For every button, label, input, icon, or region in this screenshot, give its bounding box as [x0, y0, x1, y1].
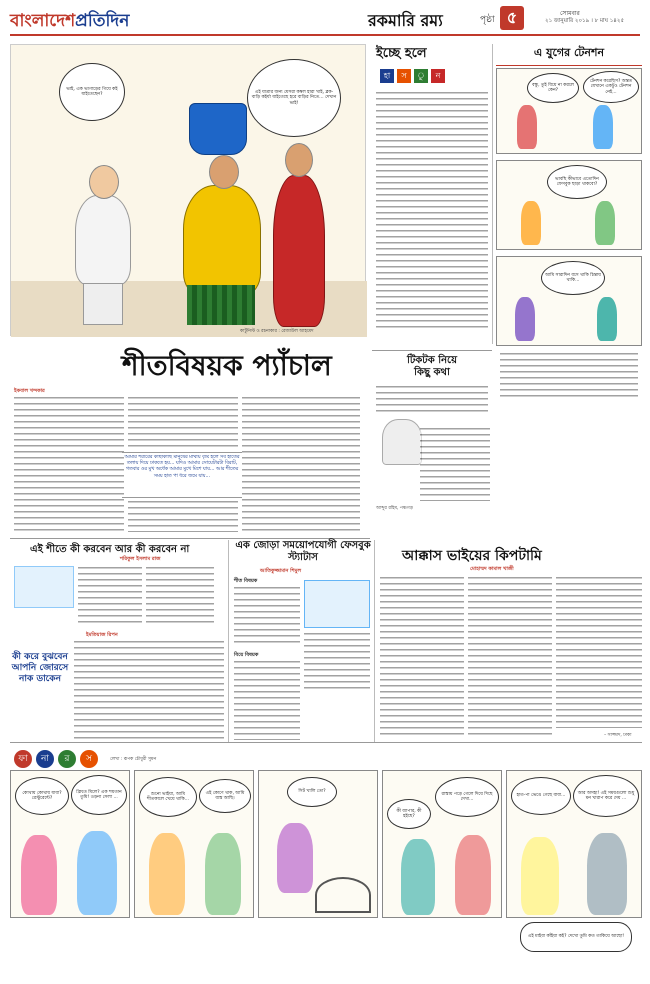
ichche-letter-1: হা [380, 69, 394, 83]
fanaros-panel-1 [10, 770, 130, 918]
tension-panel-1 [496, 68, 642, 154]
figure-woman-right-head [285, 143, 313, 177]
pull-quote-text: আমার শরীরের কাছাকাছি মানুষের মাথায় বৃষ্টি হলে সব হাতের তলায় দিয়ে ঢাকতে হয়... যদিও আমার সোয়েটারটা বিরাট, গতবার ওর মুখ অর্ধেক আমার মুখে মিশে যায়... আর শীতের সময় হাত পা ধরে জমে যায়... [124, 455, 240, 479]
fanaros-bubble-3: শুনো ভাইয়া, আমি শীতকালে খেয়ে থাকি... [139, 777, 197, 817]
nak-body [74, 640, 224, 740]
winter-list-col2 [146, 566, 214, 626]
fanaros-panel-2 [134, 770, 254, 918]
fanaros-panel-5 [506, 770, 642, 918]
tension-figure-1a [517, 105, 537, 149]
facebook-status-2-title: বিয়ে বিষয়ক [234, 652, 259, 658]
fanaros-bubble-2: ফ্রিতে মিলে? এক শয়তান তুমি! ওড়না সেলা ... [71, 775, 127, 815]
tiktok-byline: আব্দুর রহিম, পঞ্চগড় [376, 506, 413, 511]
akkas-signoff: – সাজ্জাদ, ঢাকা [604, 733, 632, 738]
tension-bubble-4: আমি সারাদিন বসে থাকি চিন্তায় থাকি... [541, 261, 605, 295]
bicycle-icon [315, 877, 371, 913]
fanaros-title [14, 750, 98, 768]
fanaros-letter-3: র [58, 750, 76, 768]
winter-left-illustration [14, 566, 74, 608]
tiktok-body-top [376, 385, 488, 415]
main-article-headline: শীতবিষয়ক প্যাঁচাল [122, 349, 332, 382]
paper-name[interactable] [10, 8, 129, 36]
fanaros-bubble-1: কোথায় কোথায় যাবা? রেস্টুরেন্টে? [15, 777, 69, 815]
column-divider-2 [228, 540, 229, 742]
fanaros-panel-3 [258, 770, 378, 918]
main-article-body-col2 [128, 396, 238, 448]
figure-man-left [75, 195, 131, 285]
facebook-status-1-cont [304, 632, 370, 692]
fanaros-bubble-8: হাত-পা ভেঙে গেছে বাবা... [511, 777, 571, 815]
ichche-section [372, 44, 490, 344]
fanaros-letter-1: ফা [14, 750, 32, 768]
fanaros-figure-2a [149, 833, 185, 915]
fanaros-figure-2b [205, 833, 241, 915]
ichche-jokes-body [376, 91, 488, 331]
issue-date: ২১ জানুয়ারি ২০১৯ । ৮ মাঘ ১৪২৫ [545, 18, 625, 24]
tension-panel-2 [496, 160, 642, 250]
page-number-badge [500, 6, 524, 30]
akkas-byline: মোহাম্মদ কামাল খাজী [470, 566, 514, 572]
ichche-letter-4: ন [431, 69, 445, 83]
main-article-byline: ইকবাল খন্দকার [14, 388, 45, 394]
winter-list-col1 [78, 566, 142, 626]
figure-man-left-legs [83, 283, 123, 325]
fanaros-figure-1b [77, 831, 117, 915]
tension-figure-3b [597, 297, 617, 341]
section-title: রকমারি রম্য [368, 11, 443, 30]
fanaros-letter-4: স [80, 750, 98, 768]
facebook-status-1-body [234, 586, 300, 646]
figure-man-middle-lungi [187, 285, 255, 325]
fanaros-bubble-5: সিট খালি তো? [287, 777, 337, 807]
tension-figure-1b [593, 105, 613, 149]
issue-day: সোমবার [560, 10, 580, 17]
figure-man-middle-head [209, 155, 239, 189]
tension-footer-text [500, 352, 638, 400]
ichche-letter-3: ু [414, 69, 428, 83]
tiktok-title-b: কিছু কথা [414, 367, 450, 378]
tension-figure-2a [521, 201, 541, 245]
ichche-title-b: হলে [404, 46, 427, 61]
ichche-title [376, 44, 490, 65]
fanaros-panel-4 [382, 770, 502, 918]
facebook-illustration [304, 580, 370, 628]
section-rule-mid [10, 538, 370, 539]
main-article-body-col1 [14, 396, 124, 532]
tension-bubble-3: ভাবছি কীভাবে এতোদিন ফেসবুক ছাড়া থাকবো? [547, 165, 607, 199]
facebook-status-1-title: শীত বিষয়ক [234, 578, 258, 584]
fanaros-figure-3a [277, 823, 313, 893]
fanaros-bubble-9: আর অসহ্য! এই সময়গুলো শুধু মন খারাপ করে দেয় ... [573, 775, 639, 817]
bucket-icon [189, 103, 247, 155]
figure-man-middle [183, 185, 261, 295]
akkas-title: আক্কাস ভাইয়ের কিপটামি [402, 548, 542, 564]
paper-name-part-a: বাংলাদেশ [10, 11, 76, 31]
fanaros-credit: লেখা : রূপক চৌধুরী সুমন [110, 757, 157, 762]
tiktok-title [372, 355, 492, 379]
speech-bubble-right: এই যাত্রার জন্য যেসরা কম্বল হারা খাই, ব্লক-বাড়ি কইর্যা যাইতেছে হরে বাড়ির নিতে… দেখান ভাই! [247, 59, 341, 137]
facebook-title: এক জোড়া সময়োপযোগী ফেসবুক স্ট্যাটাস [235, 540, 371, 563]
tension-panel-3 [496, 256, 642, 346]
winter-sub-byline: ইমতিয়াজ রিপন [86, 632, 118, 638]
page-number: ৫ [506, 8, 518, 27]
ichche-title-a: ইচ্ছে [376, 46, 401, 61]
column-divider-3 [374, 540, 375, 742]
tension-figure-3a [515, 297, 535, 341]
main-article-pull-quote [122, 452, 242, 498]
tiktok-illustration [382, 419, 422, 465]
fanaros-figure-5a [521, 837, 559, 915]
winter-title: এই শীতে কী করবেন আর কী করবেন না [30, 544, 190, 555]
facebook-status-2-body [234, 660, 300, 740]
fanaros-bubble-10: এই মাইবা কাঁইয়া কই? দেখো তুমি কত তাকিয়ে আছো! [520, 922, 632, 952]
cartoon-credit: কার্টুনিস্ট ও রচনাকার : রেজাউল আহমেদ [240, 329, 314, 334]
tension-bubble-2: টেনশন করেছিস? অন্তত যেখানে একটুও টেনশন নেই... [583, 71, 639, 103]
page-label: পৃষ্ঠা [480, 15, 495, 25]
tension-figure-2b [595, 201, 615, 245]
fanaros-bubble-7: কী ব্যাপার, কী হইছে? [387, 799, 431, 829]
nak-side-title: কী করে বুঝবেন আপনি জোরসে নাক ডাকেন [11, 652, 69, 684]
tiktok-section [372, 350, 492, 516]
main-article-body-col3 [242, 396, 360, 532]
masthead-rule [10, 34, 640, 36]
ichche-letter-2: স [397, 69, 411, 83]
speech-bubble-left: ভাই, এক ভাগাড়ের গিয়ে কই যাইতেছেন? [59, 63, 125, 121]
tension-title: এ যুগের টেনশন [496, 44, 642, 66]
ichche-letter-row [380, 69, 490, 83]
section-rule-bottom [10, 742, 642, 743]
fanaros-letter-2: না [36, 750, 54, 768]
akkas-body-col3 [556, 576, 642, 728]
fanaros-figure-4a [401, 839, 435, 915]
paper-name-part-b: প্রতিদিন [75, 11, 130, 31]
facebook-byline: আতিকুজ্জামান শিমুল [260, 568, 302, 574]
fanaros-figure-5b [587, 833, 627, 915]
akkas-body-col2 [468, 576, 552, 736]
fanaros-bubble-4: এই কোণে থাক, আমি ব্যস্ত আছি। [199, 779, 251, 813]
column-divider-1 [492, 44, 493, 344]
fanaros-bubble-6: রাস্তায় পড়ে গেলে দিয়ে দিছে দেখা... [435, 777, 499, 817]
figure-woman-right [273, 175, 325, 327]
nak-side-box [10, 640, 70, 736]
tension-section [496, 44, 642, 404]
akkas-body-col1 [380, 576, 464, 736]
fanaros-figure-1a [21, 835, 57, 915]
winter-byline: শরিফুল ইসলাম রাজ [120, 556, 161, 562]
tension-bubble-1: বন্ধু, তুই বিয়ে না করলে কেন? [527, 73, 579, 103]
figure-man-left-head [89, 165, 119, 199]
top-cartoon [10, 44, 366, 336]
main-article-body-col2b [128, 500, 238, 532]
tiktok-body-bottom [420, 427, 490, 501]
tiktok-title-a: টিকটক নিয়ে [407, 355, 457, 366]
fanaros-figure-4b [455, 835, 491, 915]
